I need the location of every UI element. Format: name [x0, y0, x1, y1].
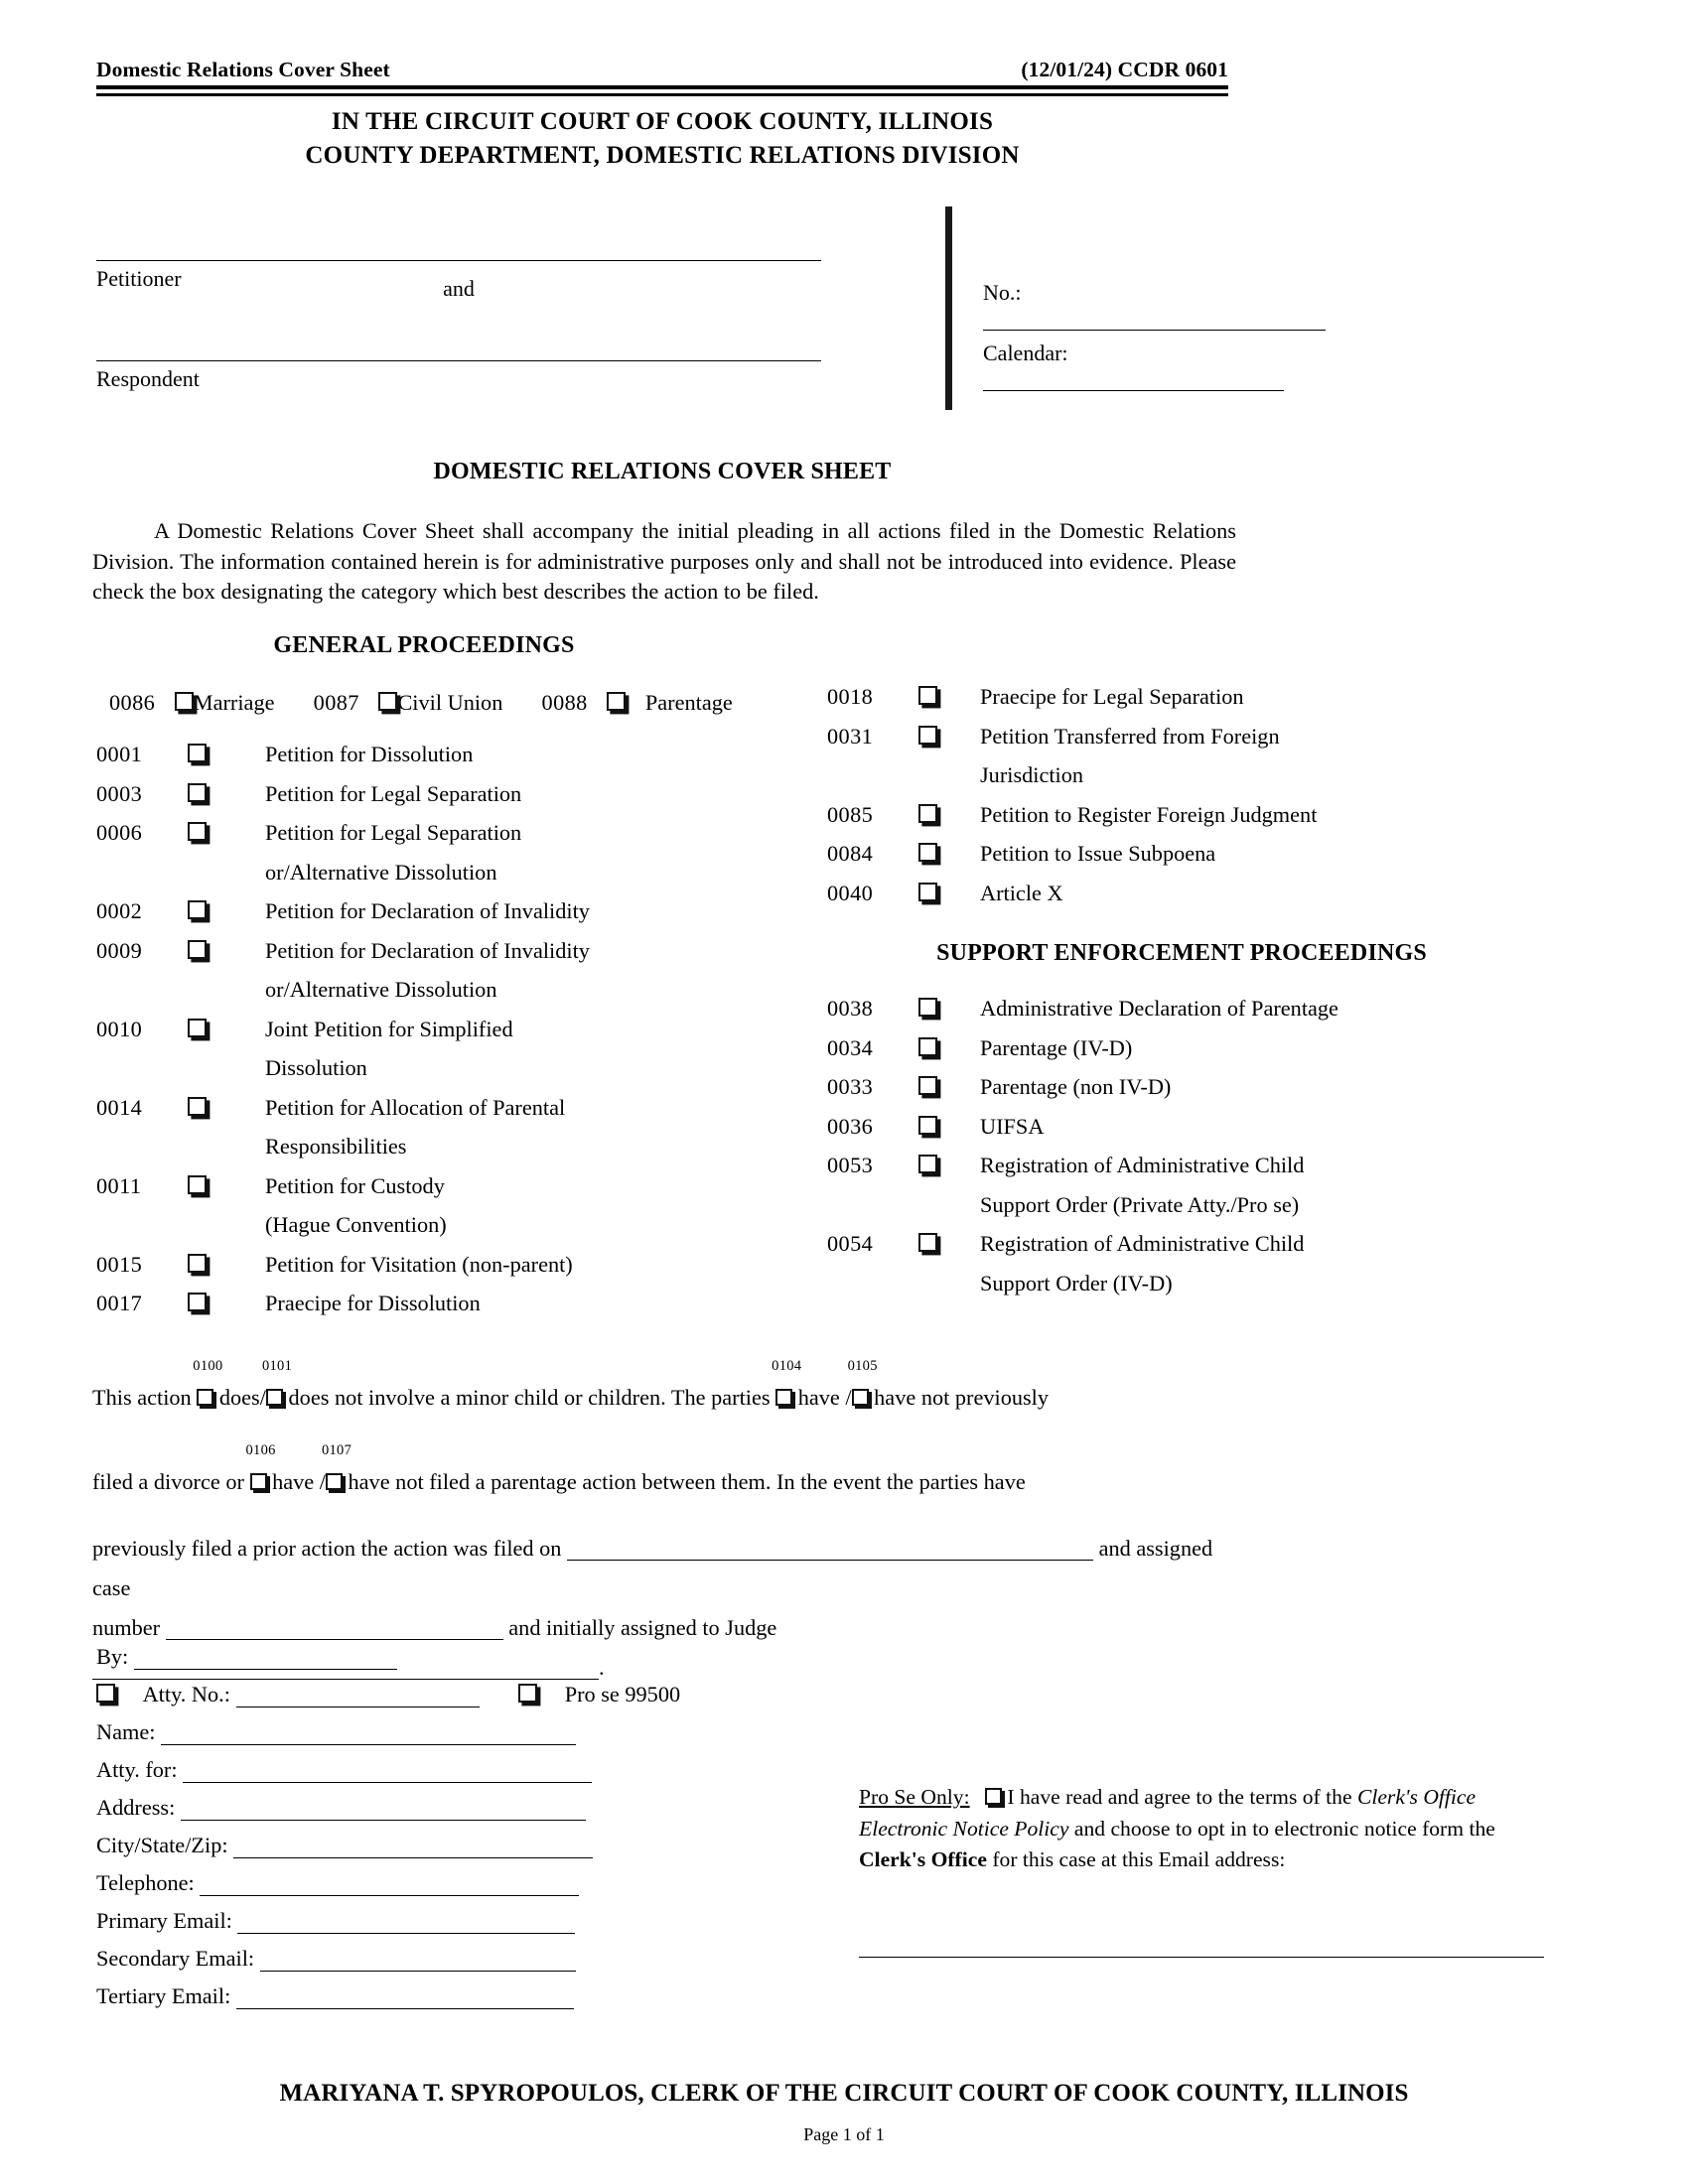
- petitioner-line[interactable]: [96, 260, 821, 261]
- proceeding-item[interactable]: [96, 1010, 791, 1088]
- checkbox-parties-have[interactable]: [775, 1389, 792, 1406]
- stmt2-text-a: filed a divorce or: [92, 1469, 244, 1494]
- item-checkbox-cell[interactable]: [918, 834, 980, 874]
- item-checkbox-cell[interactable]: [918, 1028, 980, 1068]
- pro-se-notice-text-2: and choose to opt in to electronic notice form the: [1073, 1816, 1495, 1841]
- code-0107: 0107: [321, 1442, 352, 1458]
- stmt4-text-b: and initially assigned to Judge: [508, 1615, 777, 1640]
- item-checkbox-cell[interactable]: [918, 1107, 980, 1147]
- pro-se-notice-text-1: I have read and agree to the terms of the: [1007, 1785, 1352, 1809]
- code-0100: 0100: [193, 1358, 223, 1374]
- proceeding-item[interactable]: [827, 1224, 1542, 1302]
- court-title: [96, 105, 1228, 173]
- checkbox-parties-have-wrap[interactable]: [772, 1358, 802, 1411]
- item-code: 0014: [96, 1094, 143, 1120]
- page-title: DOMESTIC RELATIONS COVER SHEET: [433, 459, 892, 484]
- item-code: 0015: [96, 1251, 143, 1277]
- primary-email-input[interactable]: [237, 1907, 575, 1934]
- prior-case-number-input[interactable]: [166, 1615, 503, 1640]
- checkbox-filed-parentage-have-not[interactable]: [326, 1473, 343, 1490]
- stmt2-text-b: have /: [272, 1469, 326, 1494]
- atty-no-input[interactable]: [236, 1681, 480, 1707]
- clerks-office-label: Clerk's Office: [859, 1847, 987, 1871]
- item-code: 0018: [827, 684, 874, 709]
- item-code: 0001: [96, 742, 143, 766]
- checkbox-uifsa[interactable]: [918, 1116, 937, 1135]
- header-divider: [96, 85, 1228, 96]
- by-input[interactable]: [134, 1643, 397, 1670]
- city-state-zip-label: City/State/Zip:: [96, 1833, 228, 1857]
- item-code: 0084: [827, 841, 874, 866]
- caption-and-label: and: [443, 276, 475, 301]
- minor-child-statement: [92, 1358, 1244, 1411]
- code-0104: 0104: [772, 1358, 802, 1374]
- proceeding-item[interactable]: [827, 1146, 1542, 1224]
- secondary-email-label: Secondary Email:: [96, 1946, 255, 1971]
- secondary-email-input[interactable]: [260, 1945, 576, 1972]
- item-label-line1: Petition for Dissolution: [265, 742, 474, 766]
- tertiary-email-row: [96, 1982, 791, 2020]
- item-checkbox-cell[interactable]: [918, 874, 980, 913]
- case-caption: [96, 199, 1228, 437]
- item-checkbox-cell[interactable]: [188, 1166, 265, 1245]
- prior-action-filed-on-input[interactable]: [567, 1536, 1093, 1561]
- item-code: 0053: [827, 1153, 874, 1177]
- item-label-line1: Administrative Declaration of Parentage: [980, 996, 1338, 1021]
- item-label-line1: Petition for Legal Separation: [265, 780, 522, 806]
- item-label-line2: Jurisdiction: [980, 762, 1084, 787]
- checkbox-petition-declaration-invalidity-alternative-dissolution[interactable]: [188, 940, 207, 959]
- item-checkbox-cell[interactable]: [188, 931, 265, 1010]
- item-code: 0006: [96, 820, 143, 845]
- code-0105: 0105: [847, 1358, 878, 1374]
- case-type-row: [109, 690, 804, 716]
- respondent-line[interactable]: [96, 360, 821, 361]
- name-label: Name:: [96, 1719, 156, 1744]
- calendar-field: [983, 341, 1284, 392]
- checkbox-petition-declaration-invalidity[interactable]: [188, 900, 207, 919]
- pro-se-notice: [859, 1782, 1544, 1876]
- proceeding-item[interactable]: [96, 1284, 791, 1323]
- caption-divider-bar: [945, 206, 952, 410]
- checkbox-registration-admin-child-support-iv-d[interactable]: [918, 1233, 937, 1252]
- item-label: [265, 1284, 791, 1323]
- support-enforcement-heading: SUPPORT ENFORCEMENT PROCEEDINGS: [936, 940, 1427, 966]
- item-label-line1: Article X: [980, 880, 1063, 905]
- proceeding-item[interactable]: [96, 735, 791, 774]
- proceeding-item[interactable]: [96, 1245, 791, 1285]
- checkbox-article-x[interactable]: [918, 883, 937, 901]
- pro-se-notice-heading: Pro Se Only:: [859, 1785, 970, 1809]
- item-checkbox-cell[interactable]: [918, 989, 980, 1028]
- checkbox-parties-have-not-wrap[interactable]: [847, 1358, 878, 1411]
- item-checkbox-cell[interactable]: [918, 1067, 980, 1107]
- checkbox-petition-register-foreign-judgment[interactable]: [918, 804, 937, 823]
- item-checkbox-cell[interactable]: [188, 1010, 265, 1088]
- item-code: 0011: [96, 1172, 142, 1198]
- item-label: [265, 1166, 791, 1245]
- general-proceedings-right-column: [827, 677, 1542, 912]
- pro-se-email-input[interactable]: [859, 1956, 1544, 1958]
- item-code: 0033: [827, 1074, 874, 1099]
- pro-se-label: Pro se 99500: [564, 1682, 681, 1706]
- item-label-line1: Praecipe for Dissolution: [265, 1291, 481, 1315]
- stmt2-text-c: have not filed a parentage action between them. In the event the parties have: [348, 1469, 1026, 1494]
- item-label-line1: Joint Petition for Simplified: [265, 1016, 513, 1041]
- proceeding-item[interactable]: [96, 813, 791, 891]
- item-label-line1: Registration of Administrative Child: [980, 1153, 1305, 1177]
- parentage-action-statement: [92, 1442, 1244, 1495]
- case-number-label: No.:: [983, 280, 1022, 305]
- case-number-input[interactable]: [983, 306, 1326, 331]
- item-label: [265, 931, 791, 1010]
- stmt1-text-e: have not previously: [874, 1385, 1050, 1410]
- intro-paragraph: A Domestic Relations Cover Sheet shall accompany the initial pleading in all actions filed in the Domestic Relations Division. The information contained herein is for administrative purposes only and shall not be introduced into evidence. Please check the box designating the category which best describes the action to be filed.: [92, 518, 1236, 604]
- item-label: [980, 874, 1542, 913]
- by-label: By:: [96, 1644, 129, 1669]
- proceeding-item[interactable]: [827, 1067, 1542, 1107]
- item-code: 0003: [96, 780, 143, 806]
- stmt1-text-c: does not involve a minor child or children. The parties: [288, 1385, 771, 1410]
- case-type-label-2: Parentage: [644, 690, 733, 715]
- item-checkbox-cell[interactable]: [188, 891, 265, 931]
- respondent-label: Respondent: [96, 366, 200, 391]
- item-code: 0031: [827, 723, 874, 749]
- item-label-line1: Praecipe for Legal Separation: [980, 684, 1244, 709]
- item-label-line2: or/Alternative Dissolution: [265, 977, 497, 1002]
- checkbox-parentage-non-iv-d[interactable]: [918, 1076, 937, 1095]
- atty-for-label: Atty. for:: [96, 1757, 178, 1782]
- name-row: [96, 1718, 791, 1756]
- item-checkbox-cell[interactable]: [188, 1284, 265, 1323]
- checkbox-marriage[interactable]: [175, 692, 194, 711]
- stmt1-text-a: This action: [92, 1385, 192, 1410]
- proceeding-item[interactable]: [827, 795, 1542, 835]
- proceeding-item[interactable]: [827, 677, 1542, 717]
- item-label-line2: Dissolution: [265, 1055, 367, 1080]
- telephone-label: Telephone:: [96, 1870, 195, 1895]
- item-checkbox-cell[interactable]: [188, 1245, 265, 1285]
- checkbox-pro-se-opt-in[interactable]: [985, 1788, 1002, 1805]
- checkbox-pro-se[interactable]: [518, 1684, 537, 1703]
- by-row: [96, 1643, 791, 1681]
- item-label: [265, 813, 791, 891]
- checkbox-registration-admin-child-support-private[interactable]: [918, 1155, 937, 1173]
- petitioner-label: Petitioner: [96, 266, 182, 291]
- item-code: 0085: [827, 801, 874, 827]
- case-type-label-0: Marriage: [193, 690, 275, 715]
- item-label-line2: (Hague Convention): [265, 1212, 447, 1237]
- proceeding-item[interactable]: [96, 774, 791, 814]
- case-type-label-1: Civil Union: [397, 690, 503, 715]
- item-label-line1: Petition for Allocation of Parental: [265, 1094, 566, 1120]
- item-label: [265, 1088, 791, 1166]
- checkbox-filed-parentage-have-wrap[interactable]: [245, 1442, 276, 1495]
- support-enforcement-column: [827, 989, 1542, 1302]
- checkbox-atty-no[interactable]: [96, 1684, 115, 1703]
- calendar-label: Calendar:: [983, 341, 1068, 365]
- item-label: [980, 717, 1542, 795]
- stmt1-text-b: does/: [218, 1385, 266, 1410]
- checkbox-civil-union[interactable]: [378, 692, 397, 711]
- item-label-line1: Petition to Register Foreign Judgment: [980, 801, 1318, 827]
- general-proceedings-heading: GENERAL PROCEEDINGS: [273, 632, 575, 658]
- case-type-code-0: 0086: [109, 690, 156, 715]
- checkbox-petition-issue-subpoena[interactable]: [918, 843, 937, 862]
- atty-for-row: [96, 1756, 791, 1794]
- checkbox-does-not-involve-minor[interactable]: [266, 1389, 283, 1406]
- item-label-line1: Petition for Custody: [265, 1172, 445, 1198]
- item-label-line1: Parentage (non IV-D): [980, 1074, 1172, 1099]
- stmt4-text-c: .: [599, 1655, 605, 1680]
- item-code: 0009: [96, 937, 143, 963]
- item-label-line2: Support Order (IV-D): [980, 1270, 1173, 1296]
- calendar-input[interactable]: [983, 366, 1284, 391]
- item-code: 0002: [96, 898, 143, 923]
- item-label: [980, 677, 1542, 717]
- court-title-line2: COUNTY DEPARTMENT, DOMESTIC RELATIONS DIVISION: [305, 142, 1020, 169]
- item-label: [980, 795, 1542, 835]
- stmt4-text-a: number: [92, 1615, 161, 1640]
- item-code: 0036: [827, 1113, 874, 1139]
- code-0106: 0106: [245, 1442, 276, 1458]
- checkbox-praecipe-for-dissolution[interactable]: [188, 1293, 207, 1311]
- court-title-line1: IN THE CIRCUIT COURT OF COOK COUNTY, ILLINOIS: [331, 108, 994, 135]
- address-row: [96, 1794, 791, 1832]
- general-proceedings-left-column: [96, 735, 791, 1323]
- proceeding-item[interactable]: [827, 874, 1542, 913]
- item-label: [265, 774, 791, 814]
- clerk-footer: MARIYANA T. SPYROPOULOS, CLERK OF THE CIRCUIT COURT OF COOK COUNTY, ILLINOIS: [279, 2080, 1409, 2107]
- checkbox-does-involve-minor[interactable]: [197, 1389, 213, 1406]
- primary-email-row: [96, 1907, 791, 1945]
- item-label-line1: Parentage (IV-D): [980, 1034, 1133, 1060]
- item-label: [265, 891, 791, 931]
- proceeding-item[interactable]: [827, 834, 1542, 874]
- case-type-code-1: 0087: [313, 690, 359, 715]
- item-label-line1: Petition for Declaration of Invalidity: [265, 937, 590, 963]
- pro-se-group: [518, 1682, 680, 1706]
- checkbox-petition-legal-separation-alternative-dissolution[interactable]: [188, 822, 207, 841]
- item-label: [980, 834, 1542, 874]
- proceeding-item[interactable]: [827, 1028, 1542, 1068]
- stmt3-text-b: and assigned case: [92, 1536, 1213, 1600]
- checkbox-parties-have-not[interactable]: [852, 1389, 869, 1406]
- pro-se-notice-text-3: for this case at this Email address:: [992, 1847, 1286, 1871]
- proceeding-item[interactable]: [96, 931, 791, 1010]
- prior-action-line-1: [92, 1529, 1244, 1608]
- item-checkbox-cell[interactable]: [188, 1088, 265, 1166]
- telephone-row: [96, 1869, 791, 1907]
- form-name: Domestic Relations Cover Sheet: [96, 58, 390, 81]
- item-label: [980, 1146, 1542, 1224]
- attorney-signature-block: [96, 1643, 791, 2020]
- item-code: 0017: [96, 1291, 143, 1315]
- item-code: 0054: [827, 1231, 874, 1256]
- checkbox-parentage[interactable]: [607, 692, 626, 711]
- item-label-line2: or/Alternative Dissolution: [265, 859, 497, 885]
- item-checkbox-cell[interactable]: [188, 735, 265, 774]
- checkbox-filed-parentage-have[interactable]: [250, 1473, 267, 1490]
- atty-no-label: Atty. No.:: [142, 1682, 230, 1706]
- item-checkbox-cell[interactable]: [918, 795, 980, 835]
- item-checkbox-cell[interactable]: [918, 717, 980, 795]
- checkbox-petition-for-legal-separation[interactable]: [188, 783, 207, 802]
- page-number: Page 1 of 1: [803, 2124, 885, 2144]
- pro-se-policy-name: Clerk's Office Electronic Notice Policy: [859, 1785, 1477, 1841]
- case-number-field: [983, 280, 1326, 332]
- item-label-line1: UIFSA: [980, 1113, 1045, 1139]
- item-checkbox-cell[interactable]: [918, 677, 980, 717]
- checkbox-petition-for-visitation[interactable]: [188, 1254, 207, 1273]
- proceeding-item[interactable]: [96, 1166, 791, 1245]
- item-checkbox-cell[interactable]: [188, 774, 265, 814]
- city-state-zip-input[interactable]: [233, 1832, 593, 1858]
- code-0101: 0101: [261, 1358, 293, 1374]
- checkbox-administrative-declaration-parentage[interactable]: [918, 998, 937, 1017]
- item-label: [980, 1067, 1542, 1107]
- telephone-input[interactable]: [200, 1869, 579, 1896]
- item-label: [265, 735, 791, 774]
- item-code: 0010: [96, 1016, 143, 1041]
- checkbox-parentage-iv-d[interactable]: [918, 1037, 937, 1056]
- secondary-email-row: [96, 1945, 791, 1982]
- proceeding-item[interactable]: [827, 717, 1542, 795]
- checkbox-petition-for-dissolution[interactable]: [188, 744, 207, 762]
- item-code: 0034: [827, 1034, 874, 1060]
- item-label: [265, 1245, 791, 1285]
- item-code: 0038: [827, 996, 874, 1021]
- item-label: [980, 1028, 1542, 1068]
- primary-email-label: Primary Email:: [96, 1908, 232, 1933]
- case-type-code-2: 0088: [541, 690, 588, 715]
- item-label: [980, 989, 1542, 1028]
- item-checkbox-cell[interactable]: [918, 1224, 980, 1302]
- item-label-line2: Support Order (Private Atty./Pro se): [980, 1191, 1300, 1217]
- item-label: [980, 1107, 1542, 1147]
- item-label: [980, 1224, 1542, 1302]
- item-code: 0040: [827, 880, 874, 905]
- item-label-line1: Petition Transferred from Foreign: [980, 723, 1280, 749]
- name-input[interactable]: [161, 1718, 576, 1745]
- checkbox-does-involve-minor-wrap[interactable]: [193, 1358, 223, 1411]
- item-label-line1: Petition for Visitation (non-parent): [265, 1251, 573, 1277]
- address-input[interactable]: [181, 1794, 586, 1821]
- checkbox-does-not-involve-minor-wrap[interactable]: [261, 1358, 293, 1411]
- checkbox-praecipe-for-legal-separation[interactable]: [918, 686, 937, 705]
- stmt1-text-d: have /: [797, 1385, 852, 1410]
- proceeding-item[interactable]: [827, 1107, 1542, 1147]
- stmt3-text-a: previously filed a prior action the action was filed on: [92, 1536, 562, 1561]
- checkbox-petition-transferred-foreign-jurisdiction[interactable]: [918, 726, 937, 745]
- item-label-line1: Petition for Legal Separation: [265, 820, 522, 845]
- proceeding-item[interactable]: [96, 891, 791, 931]
- checkbox-petition-allocation-parental-responsibilities[interactable]: [188, 1097, 207, 1116]
- item-label-line2: Responsibilities: [265, 1134, 407, 1159]
- proceeding-item[interactable]: [827, 989, 1542, 1028]
- address-label: Address:: [96, 1795, 176, 1820]
- atty-no-row: [96, 1681, 791, 1718]
- item-label: [265, 1010, 791, 1088]
- checkbox-petition-for-custody[interactable]: [188, 1175, 207, 1194]
- item-label-line1: Registration of Administrative Child: [980, 1231, 1305, 1256]
- proceeding-item[interactable]: [96, 1088, 791, 1166]
- atty-for-input[interactable]: [183, 1756, 592, 1783]
- form-header: [96, 58, 1228, 82]
- form-code: (12/01/24) CCDR 0601: [1021, 58, 1228, 81]
- checkbox-joint-petition-simplified-dissolution[interactable]: [188, 1019, 207, 1037]
- checkbox-filed-parentage-have-not-wrap[interactable]: [321, 1442, 352, 1495]
- city-state-zip-row: [96, 1832, 791, 1869]
- tertiary-email-input[interactable]: [236, 1982, 574, 2009]
- item-checkbox-cell[interactable]: [918, 1146, 980, 1224]
- tertiary-email-label: Tertiary Email:: [96, 1983, 231, 2008]
- item-checkbox-cell[interactable]: [188, 813, 265, 891]
- item-label-line1: Petition for Declaration of Invalidity: [265, 898, 590, 923]
- item-label-line1: Petition to Issue Subpoena: [980, 841, 1216, 866]
